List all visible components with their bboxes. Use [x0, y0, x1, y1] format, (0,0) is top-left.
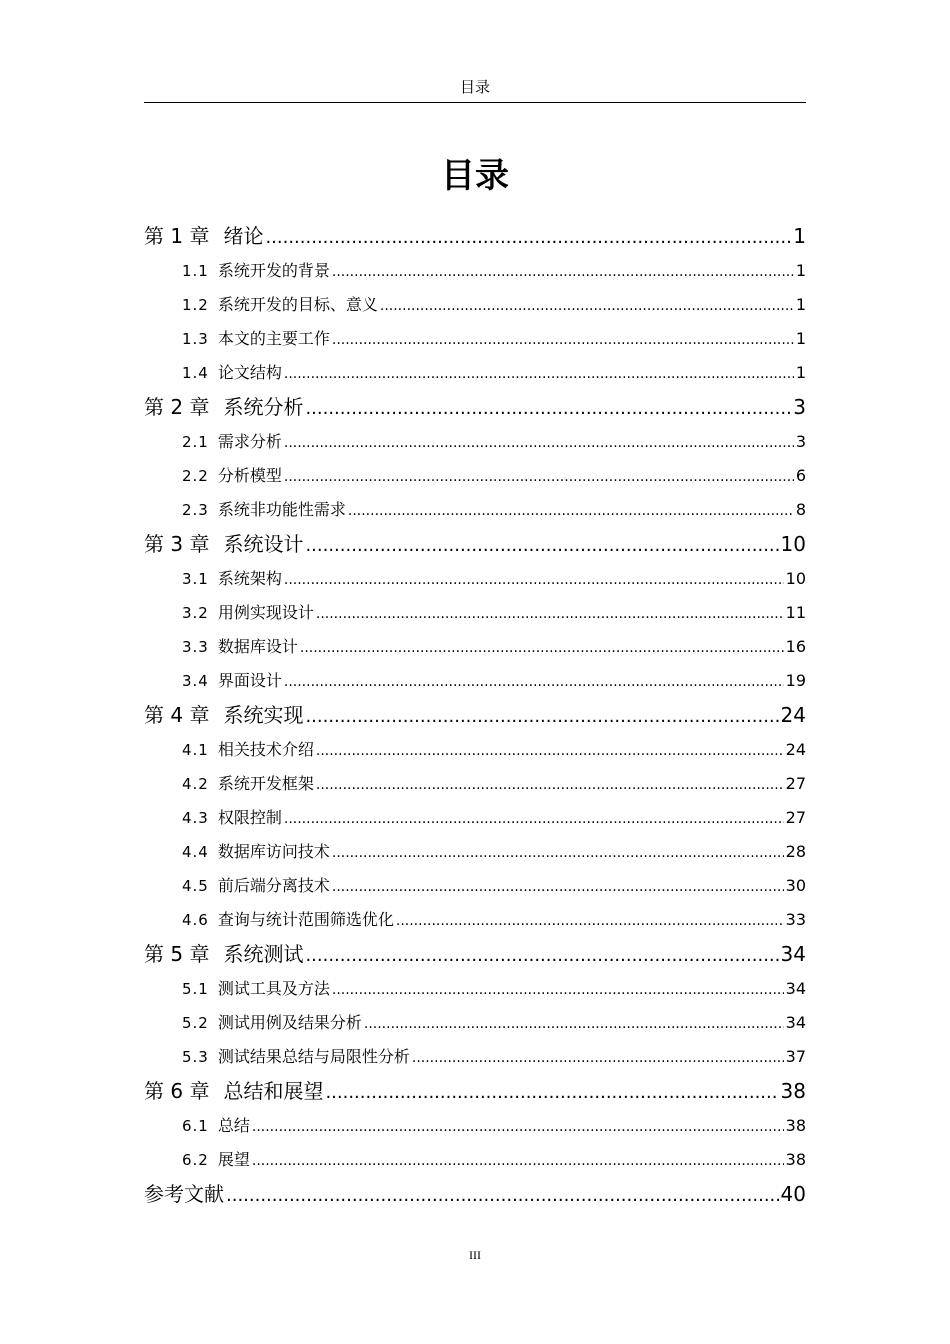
toc-chapter-entry[interactable] — [144, 1074, 806, 1109]
toc-section-entry[interactable] — [144, 1109, 806, 1143]
toc-entry-page: 1 — [795, 363, 806, 382]
toc-entry-page: 3 — [795, 432, 806, 451]
toc-chapter-entry[interactable] — [144, 937, 806, 972]
dot-leader — [364, 1007, 784, 1040]
toc-section-entry[interactable] — [144, 562, 806, 596]
toc-entry-number: 第 2 章 — [144, 395, 210, 419]
toc-entry-number: 1.2 — [182, 296, 209, 314]
dot-leader — [332, 836, 784, 869]
toc-entry-number: 1.4 — [182, 364, 209, 382]
dot-leader — [332, 870, 784, 903]
toc-entry-number: 第 4 章 — [144, 703, 210, 727]
dot-leader — [348, 494, 794, 527]
toc-entry-title: 相关技术介绍 — [217, 740, 314, 759]
toc-entry-number: 4.2 — [182, 775, 209, 793]
toc-section-entry[interactable] — [144, 288, 806, 322]
toc-entry-number: 4.5 — [182, 877, 209, 895]
toc-entry-title: 系统非功能性需求 — [217, 500, 346, 519]
dot-leader — [252, 1144, 784, 1177]
toc-entry-page: 1 — [795, 329, 806, 348]
dot-leader — [284, 357, 794, 390]
toc-section-entry[interactable] — [144, 425, 806, 459]
toc-entry-page: 34 — [780, 942, 806, 966]
toc-entry-number: 3.4 — [182, 672, 209, 690]
toc-chapter-entry[interactable] — [144, 1177, 806, 1212]
toc-section-entry[interactable] — [144, 801, 806, 835]
toc-entry-number: 2.2 — [182, 467, 209, 485]
toc-entry-title: 系统开发框架 — [217, 774, 314, 793]
toc-entry-number: 第 6 章 — [144, 1079, 210, 1103]
toc-section-entry[interactable] — [144, 767, 806, 801]
toc-section-entry[interactable] — [144, 1040, 806, 1074]
toc-entry-title: 参考文献 — [144, 1182, 224, 1206]
toc-entry-page: 11 — [785, 603, 806, 622]
toc-entry-page: 38 — [785, 1116, 806, 1135]
running-header-text: 目录 — [459, 78, 490, 96]
dot-leader — [316, 768, 784, 801]
toc-section-entry[interactable] — [144, 664, 806, 698]
dot-leader — [252, 1110, 784, 1143]
toc-entry-page: 10 — [785, 569, 806, 588]
toc-section-entry[interactable] — [144, 493, 806, 527]
toc-entry-page: 37 — [785, 1047, 806, 1066]
toc-entry-title: 总结和展望 — [223, 1079, 324, 1103]
running-header — [144, 76, 806, 103]
toc-entry-title: 用例实现设计 — [217, 603, 314, 622]
toc-entry-page: 30 — [785, 876, 806, 895]
toc-entry-number: 第 5 章 — [144, 942, 210, 966]
toc-section-entry[interactable] — [144, 972, 806, 1006]
dot-leader — [316, 734, 784, 767]
toc-entry-title: 系统分析 — [223, 395, 304, 419]
toc-entry-number: 4.6 — [182, 911, 209, 929]
dot-leader — [305, 938, 778, 972]
toc-entry-title: 分析模型 — [217, 466, 282, 485]
dot-leader — [305, 528, 778, 562]
toc-entry-page: 38 — [780, 1079, 806, 1103]
toc-entry-number: 3.2 — [182, 604, 209, 622]
dot-leader — [316, 597, 784, 630]
toc-entry-title: 系统架构 — [217, 569, 282, 588]
toc-entry-page: 1 — [795, 295, 806, 314]
dot-leader — [325, 1075, 778, 1109]
toc-section-entry[interactable] — [144, 1006, 806, 1040]
dot-leader — [284, 563, 784, 596]
toc-entry-page: 24 — [785, 740, 806, 759]
toc-entry-number: 5.2 — [182, 1014, 209, 1032]
toc-section-entry[interactable] — [144, 1143, 806, 1177]
toc-entry-page: 33 — [785, 910, 806, 929]
toc-entry-page: 1 — [795, 261, 806, 280]
toc-title: 目录 — [441, 156, 509, 196]
toc-entry-number: 2.1 — [182, 433, 209, 451]
dot-leader — [284, 460, 794, 493]
toc-entry-title: 前后端分离技术 — [217, 876, 330, 895]
toc-entry-number: 3.3 — [182, 638, 209, 656]
toc-section-entry[interactable] — [144, 903, 806, 937]
toc-section-entry[interactable] — [144, 459, 806, 493]
table-of-contents — [144, 219, 806, 1212]
toc-section-entry[interactable] — [144, 733, 806, 767]
toc-entry-page: 34 — [785, 1013, 806, 1032]
toc-section-entry[interactable] — [144, 869, 806, 903]
dot-leader — [226, 1178, 779, 1212]
toc-entry-title: 本文的主要工作 — [217, 329, 330, 348]
toc-section-entry[interactable] — [144, 254, 806, 288]
toc-entry-number: 1.1 — [182, 262, 209, 280]
toc-entry-page: 40 — [780, 1182, 806, 1206]
toc-entry-title: 界面设计 — [217, 671, 282, 690]
dot-leader — [284, 665, 784, 698]
toc-entry-title: 系统开发的目标、意义 — [217, 295, 378, 314]
toc-entry-number: 3.1 — [182, 570, 209, 588]
toc-entry-page: 27 — [785, 808, 806, 827]
toc-entry-page: 24 — [780, 703, 806, 727]
toc-entry-title: 论文结构 — [217, 363, 282, 382]
toc-section-entry[interactable] — [144, 630, 806, 664]
toc-entry-title: 绪论 — [223, 224, 264, 248]
toc-entry-page: 8 — [795, 500, 806, 519]
toc-chapter-entry[interactable] — [144, 390, 806, 425]
toc-entry-number: 5.1 — [182, 980, 209, 998]
toc-entry-number: 4.4 — [182, 843, 209, 861]
toc-entry-number: 1.3 — [182, 330, 209, 348]
toc-entry-number: 第 1 章 — [144, 224, 210, 248]
toc-entry-title: 数据库设计 — [217, 637, 298, 656]
toc-entry-title: 系统设计 — [223, 532, 304, 556]
toc-entry-page: 6 — [795, 466, 806, 485]
toc-entry-number: 4.1 — [182, 741, 209, 759]
toc-entry-page: 3 — [793, 395, 806, 419]
toc-entry-title: 展望 — [217, 1150, 250, 1169]
toc-entry-page: 38 — [785, 1150, 806, 1169]
toc-entry-title: 查询与统计范围筛选优化 — [217, 910, 394, 929]
toc-entry-title: 系统测试 — [223, 942, 304, 966]
toc-entry-number: 2.3 — [182, 501, 209, 519]
toc-entry-page: 28 — [785, 842, 806, 861]
dot-leader — [380, 289, 794, 322]
toc-entry-page: 34 — [785, 979, 806, 998]
toc-entry-title: 数据库访问技术 — [217, 842, 330, 861]
toc-entry-page: 16 — [785, 637, 806, 656]
toc-entry-page: 10 — [780, 532, 806, 556]
toc-entry-title: 系统实现 — [223, 703, 304, 727]
toc-entry-number: 第 3 章 — [144, 532, 210, 556]
dot-leader — [284, 802, 784, 835]
toc-entry-title: 系统开发的背景 — [217, 261, 330, 280]
toc-entry-page: 19 — [785, 671, 806, 690]
dot-leader — [332, 323, 794, 356]
toc-chapter-entry[interactable] — [144, 527, 806, 562]
toc-entry-title: 总结 — [217, 1116, 250, 1135]
toc-entry-number: 4.3 — [182, 809, 209, 827]
toc-entry-title: 测试结果总结与局限性分析 — [217, 1047, 410, 1066]
toc-entry-title: 权限控制 — [217, 808, 282, 827]
dot-leader — [332, 255, 794, 288]
toc-entry-page: 1 — [793, 224, 806, 248]
toc-section-entry[interactable] — [144, 356, 806, 390]
toc-entry-title: 测试用例及结果分析 — [217, 1013, 362, 1032]
toc-section-entry[interactable] — [144, 322, 806, 356]
dot-leader — [305, 699, 778, 733]
toc-entry-title: 需求分析 — [217, 432, 282, 451]
toc-chapter-entry[interactable] — [144, 219, 806, 254]
dot-leader — [300, 631, 784, 664]
dot-leader — [284, 426, 794, 459]
toc-chapter-entry[interactable] — [144, 698, 806, 733]
dot-leader — [396, 904, 784, 937]
toc-entry-number: 5.3 — [182, 1048, 209, 1066]
dot-leader — [332, 973, 784, 1006]
toc-section-entry[interactable] — [144, 835, 806, 869]
toc-entry-number: 6.1 — [182, 1117, 209, 1135]
dot-leader — [305, 391, 791, 425]
toc-entry-title: 测试工具及方法 — [217, 979, 330, 998]
dot-leader — [412, 1041, 784, 1074]
toc-section-entry[interactable] — [144, 596, 806, 630]
toc-entry-number: 6.2 — [182, 1151, 209, 1169]
page-number: III — [469, 1248, 481, 1262]
toc-entry-page: 27 — [785, 774, 806, 793]
dot-leader — [265, 220, 791, 254]
